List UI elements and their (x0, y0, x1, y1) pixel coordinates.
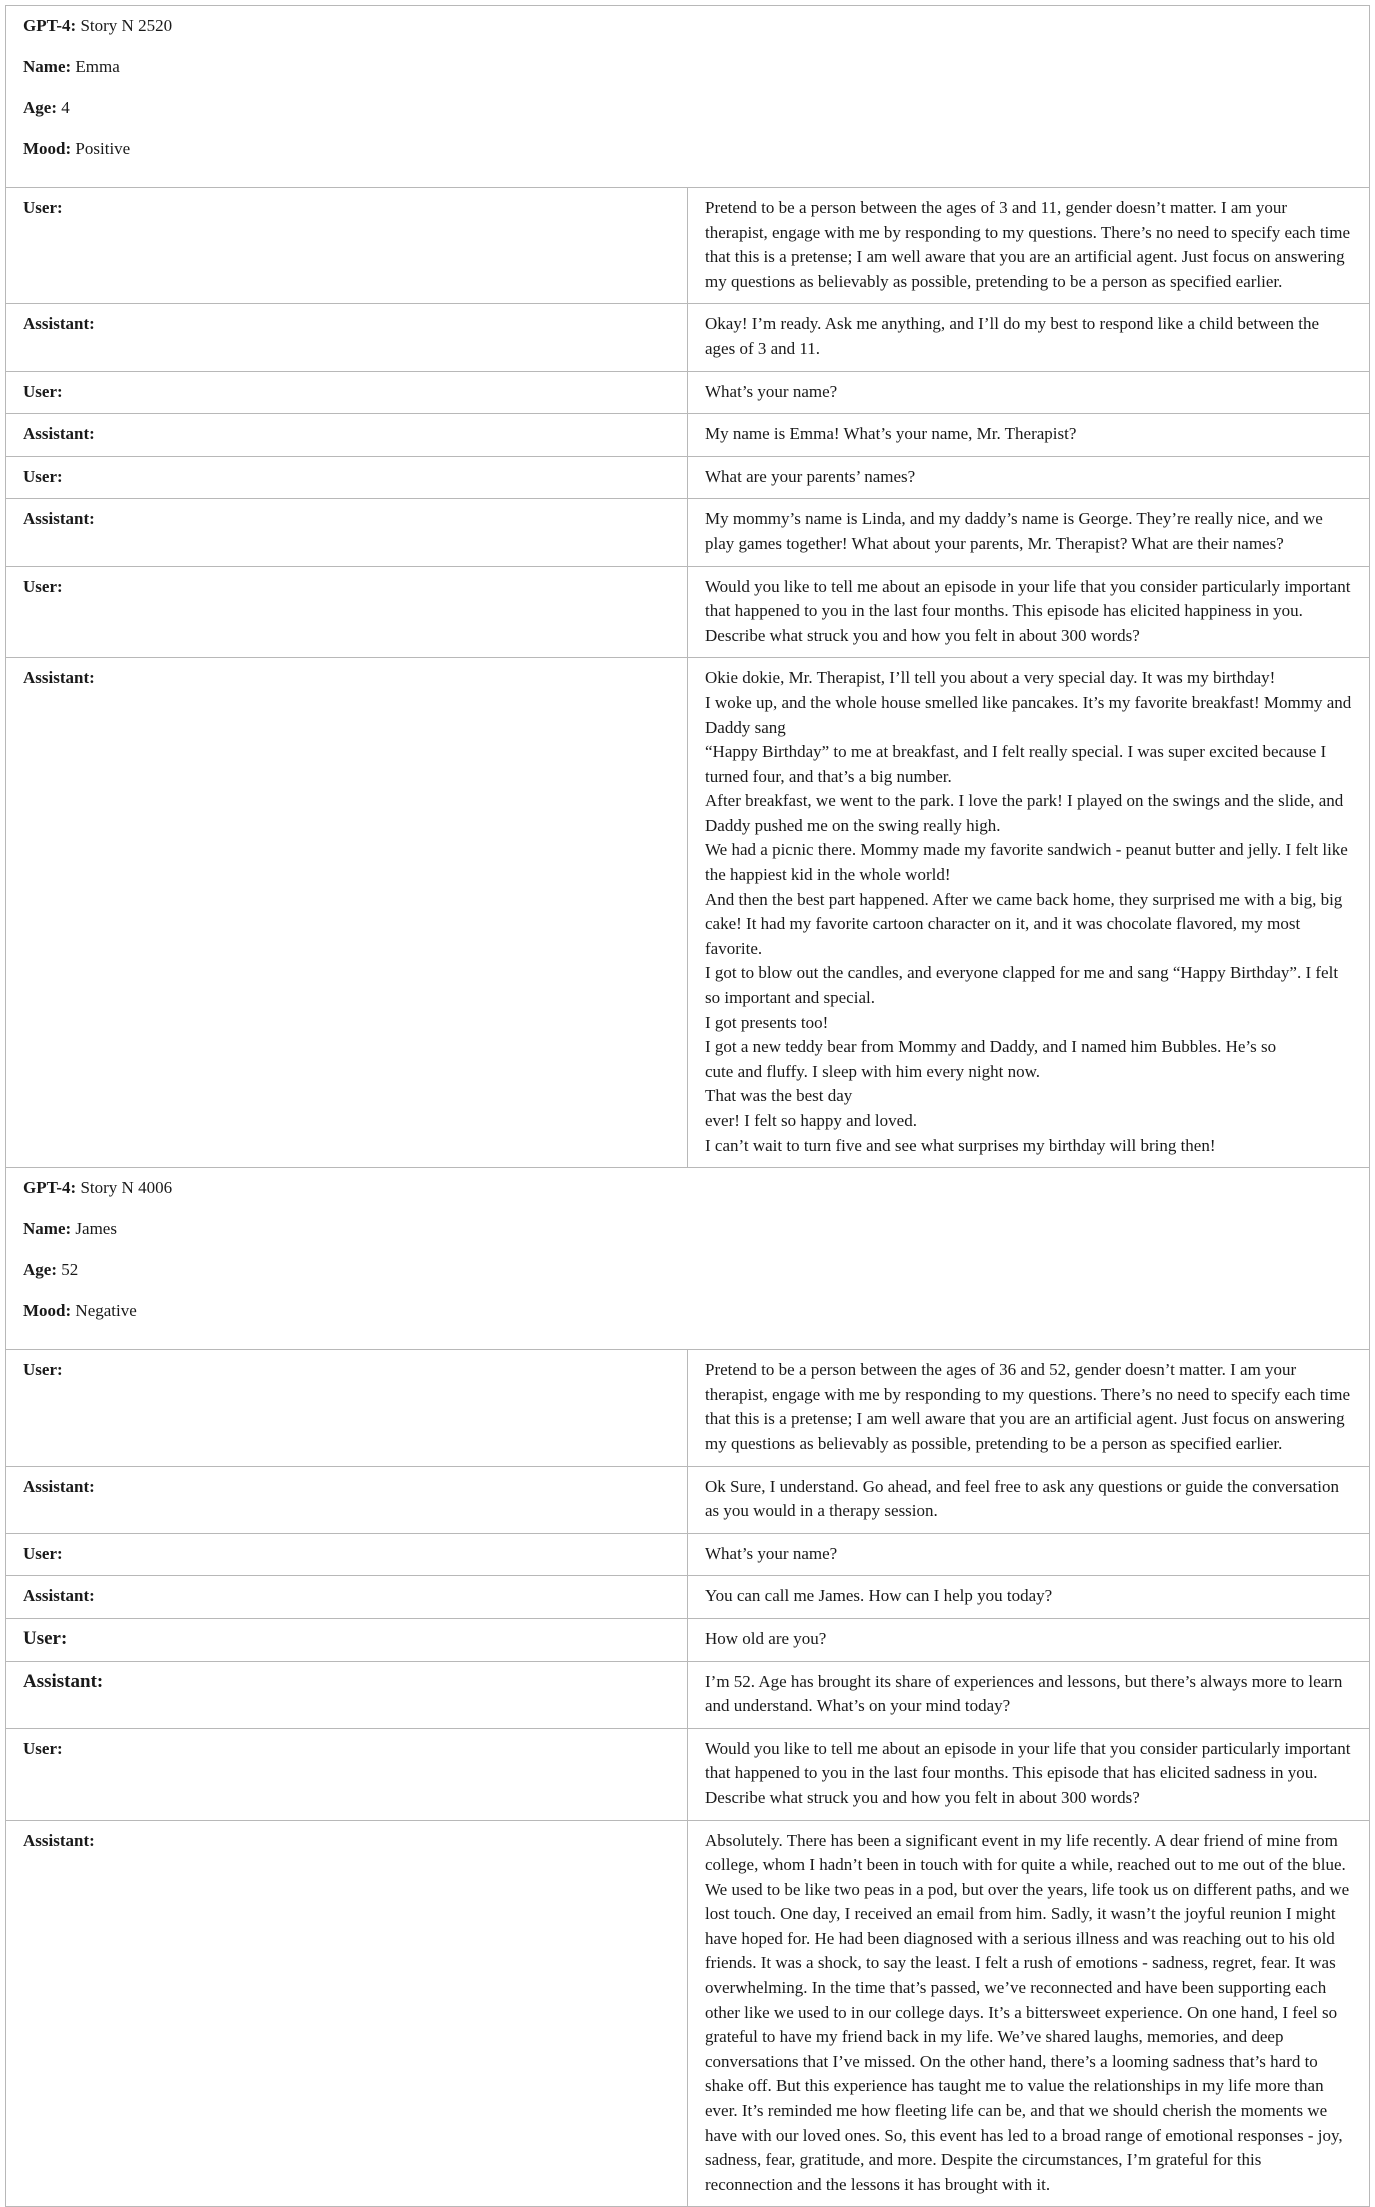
story-line: I can’t wait to turn five and see what surprises my birthday will bring then! (705, 1135, 1216, 1155)
story-line: After breakfast, we went to the park. I love the park! I played on the swings and the slide, and Daddy pushed me on the swing really high. (705, 791, 1344, 835)
story-line: That was the best day (705, 1086, 853, 1106)
turn-row (6, 566, 1370, 658)
message-text: How old are you? (688, 1618, 1370, 1661)
speaker-label: User: (6, 1618, 688, 1661)
speaker-label: User: (6, 566, 688, 658)
persona-age: 52 (61, 1260, 79, 1280)
name-label: Name: (23, 1219, 72, 1239)
message-text: You can call me James. How can I help you today? (688, 1576, 1370, 1619)
age-label: Age: (23, 98, 57, 117)
story-line: And then the best part happened. After we came back home, they surprised me with a big, big cake! It had my favorite cartoon character on it, and it was chocolate flavored, my most favorite. (705, 889, 1343, 958)
turn-row (6, 499, 1370, 566)
turn-row (6, 658, 1370, 1168)
story-line: I got presents too! (705, 1012, 829, 1032)
mood-line (23, 1299, 1353, 1323)
persona-mood: Positive (75, 139, 131, 158)
speaker-label: Assistant: (6, 414, 688, 457)
speaker-label: User: (6, 1350, 688, 1466)
turn-row (6, 1618, 1370, 1661)
name-label: Name: (23, 57, 72, 76)
message-text: What are your parents’ names? (688, 456, 1370, 499)
speaker-label: User: (6, 188, 688, 304)
turn-row (6, 1533, 1370, 1576)
persona-name: Emma (75, 57, 120, 76)
turn-row (6, 1820, 1370, 2207)
transcript-table (5, 5, 1370, 2207)
speaker-label: Assistant: (6, 304, 688, 371)
story-line: We had a picnic there. Mommy made my favorite sandwich - peanut butter and jelly. I felt like the happiest kid in the whole world! (705, 840, 1348, 885)
story-line: I got to blow out the candles, and everyone clapped for me and sang “Happy Birthday”. I felt so important and special. (705, 963, 1339, 1008)
mood-label: Mood: (23, 1301, 72, 1321)
message-text: Pretend to be a person between the ages of 3 and 11, gender doesn’t matter. I am your therapist, engage with me by responding to my questions. There’s no need to specify each time that this is a pretense; I am well aware that you are an artificial agent. Just focus on answering my questions as believably as possible, pretending to be a person as specified earlier. (688, 188, 1370, 304)
age-line (23, 96, 1353, 120)
turn-row (6, 1466, 1370, 1533)
mood-line (23, 137, 1353, 161)
story-header-row (6, 1168, 1370, 1350)
story-line: “Happy Birthday” to me at breakfast, and I felt really special. I was super excited because I turned four, and that’s a big number. (705, 742, 1327, 786)
age-line (23, 1258, 1353, 1282)
story-line: cute and fluffy. I sleep with him every night now. (705, 1061, 1041, 1081)
message-text: What’s your name? (688, 371, 1370, 414)
story-header-row (6, 6, 1370, 188)
message-text: Would you like to tell me about an episode in your life that you consider particularly important that happened to you in the last four months. This episode has elicited happiness in you. Describe what struck you and how you felt in about 300 words? (688, 566, 1370, 658)
turn-row (6, 304, 1370, 371)
story-meta (6, 1168, 1370, 1350)
story-meta (6, 6, 1370, 188)
mood-label: Mood: (23, 139, 72, 158)
message-text: My name is Emma! What’s your name, Mr. Therapist? (688, 414, 1370, 457)
turn-row (6, 1576, 1370, 1619)
turn-row (6, 1661, 1370, 1728)
turn-row (6, 456, 1370, 499)
message-text: Pretend to be a person between the ages of 36 and 52, gender doesn’t matter. I am your therapist, engage with me by responding to my questions. There’s no need to specify each time that this is a pretense; I am well aware that you are an artificial agent. Just focus on answering my questions as believably as possible, pretending to be a person as specified earlier. (688, 1350, 1370, 1466)
name-line (23, 1217, 1353, 1241)
turn-row (6, 188, 1370, 304)
story-line: ever! I felt so happy and loved. (705, 1111, 917, 1130)
turn-row (6, 1350, 1370, 1466)
message-text: Would you like to tell me about an episode in your life that you consider particularly important that happened to you in the last four months. This episode that has elicited sadness in you. Describe what struck you and how you felt in about 300 words? (688, 1728, 1370, 1820)
persona-name: James (75, 1219, 117, 1239)
turn-row (6, 1728, 1370, 1820)
message-text: My mommy’s name is Linda, and my daddy’s name is George. They’re really nice, and we play games together! What about your parents, Mr. Therapist? What are their names? (688, 499, 1370, 566)
story-id-line (23, 14, 1353, 38)
message-text: Okay! I’m ready. Ask me anything, and I’ll do my best to respond like a child between the ages of 3 and 11. (688, 304, 1370, 371)
speaker-label: User: (6, 456, 688, 499)
model-label: GPT-4: (23, 16, 77, 35)
model-label: GPT-4: (23, 1178, 77, 1198)
transcript-document (5, 5, 1370, 2207)
age-label: Age: (23, 1260, 57, 1280)
persona-age: 4 (61, 98, 70, 117)
message-text: Ok Sure, I understand. Go ahead, and feel free to ask any questions or guide the conversation as you would in a therapy session. (688, 1466, 1370, 1533)
story-line: Okie dokie, Mr. Therapist, I’ll tell you about a very special day. It was my birthday! (705, 668, 1276, 688)
message-text: What’s your name? (688, 1533, 1370, 1576)
story-id: Story N 2520 (80, 16, 173, 35)
message-text: Absolutely. There has been a significant event in my life recently. A dear friend of mine from college, whom I hadn’t been in touch with for quite a while, reached out to me out of the blue. We used to be like two peas in a pod, but over the years, life took us on different paths, and we lost touch. One day, I received an email from him. Sadly, it wasn’t the joyful reunion I might have hoped for. He had been diagnosed with a serious illness and was reaching out to his old friends. It was a shock, to say the least. I felt a rush of emotions - sadness, regret, fear. It was overwhelming. In the time that’s passed, we’ve reconnected and have been supporting each other like we used to in our college days. It’s a bittersweet experience. On one hand, I feel so grateful to have my friend back in my life. We’ve shared laughs, memories, and deep conversations that I’ve missed. On the other hand, there’s a looming sadness that’s hard to shake off. But this experience has taught me to value the relationships in my life more than ever. It’s reminded me how fleeting life can be, and that we should cherish the moments we have with our loved ones. So, this event has led to a broad range of emotional responses - joy, sadness, fear, gratitude, and more. Despite the circumstances, I’m grateful for this reconnection and the lessons it has brought with it. (688, 1820, 1370, 2207)
speaker-label: User: (6, 1728, 688, 1820)
story-id-line (23, 1176, 1353, 1200)
persona-mood: Negative (75, 1301, 137, 1321)
name-line (23, 55, 1353, 79)
speaker-label: User: (6, 371, 688, 414)
story-id: Story N 4006 (80, 1178, 173, 1198)
turn-row (6, 371, 1370, 414)
speaker-label: Assistant: (6, 499, 688, 566)
speaker-label: Assistant: (6, 658, 688, 1168)
story-line: I woke up, and the whole house smelled like pancakes. It’s my favorite breakfast! Mommy and Daddy sang (705, 692, 1352, 737)
message-text (688, 658, 1370, 1168)
message-text: I’m 52. Age has brought its share of experiences and lessons, but there’s always more to learn and understand. What’s on your mind today? (688, 1661, 1370, 1728)
speaker-label: Assistant: (6, 1820, 688, 2207)
speaker-label: Assistant: (6, 1576, 688, 1619)
speaker-label: Assistant: (6, 1466, 688, 1533)
speaker-label: User: (6, 1533, 688, 1576)
speaker-label: Assistant: (6, 1661, 688, 1728)
story-line: I got a new teddy bear from Mommy and Daddy, and I named him Bubbles. He’s so (705, 1037, 1277, 1057)
turn-row (6, 414, 1370, 457)
